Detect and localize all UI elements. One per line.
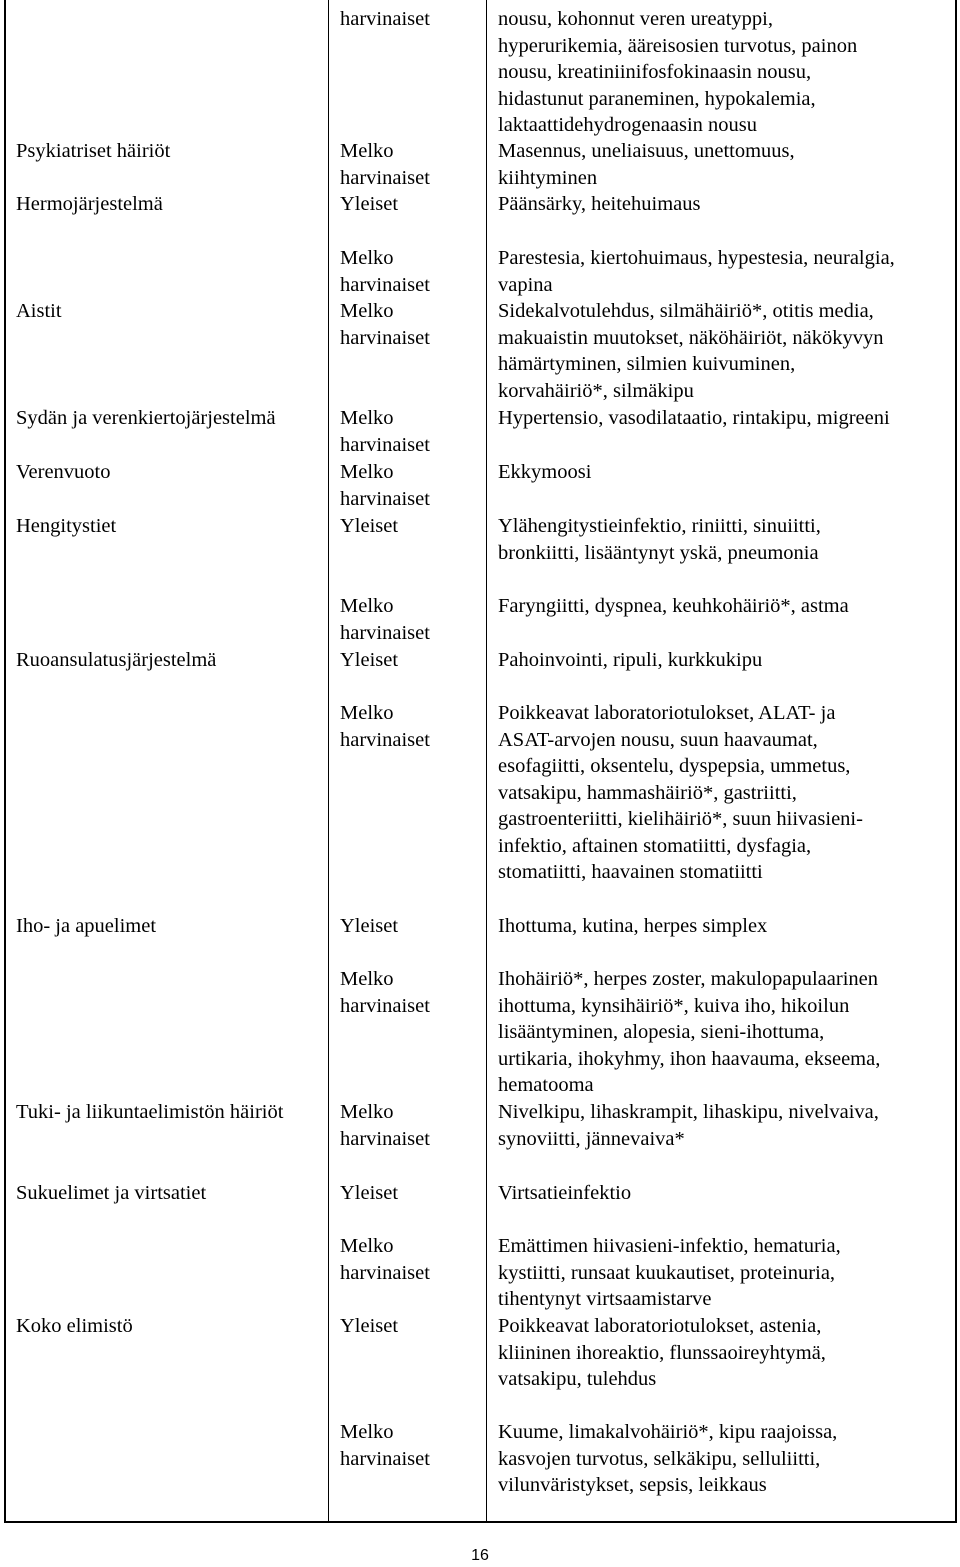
effects-cell: Parestesia, kiertohuimaus, hypestesia, neuralgia, vapina [498,247,895,296]
frequency-cell: Melko harvinaiset [340,968,430,1017]
frequency-cell: Melko harvinaiset [340,702,430,751]
effects-cell: Päänsärky, heitehuimaus [498,193,701,215]
effects-cell: Poikkeavat laboratoriotulokset, ALAT- ja ASAT-arvojen nousu, suun haavaumat, esofagiitti, oksentelu, dyspepsia, ummetus, vatsakipu, hammashäiriö*, gastriitti, gastroenteriitti, kielihäiriö*, suun hiivasieni- infektio, aftainen stomatiitti, dysfagia, stomatiitti, haavainen stomatiitti [498,702,863,883]
effects-cell: Ekkymoosi [498,461,592,483]
frequency-cell: Melko harvinaiset [340,247,430,296]
effects-cell: nousu, kohonnut veren ureatyppi, hyperurikemia, ääreisosien turvotus, painon nousu, kreatiniinifosfokinaasin nousu, hidastunut paraneminen, hypokalemia, laktaattidehydrogenaasin nousu [498,8,858,136]
effects-cell: Masennus, uneliaisuus, unettomuus, kiihtyminen [498,140,795,189]
organ-cell: Hengitystiet [16,515,117,537]
page-number: 16 [471,1547,489,1564]
effects-cell: Nivelkipu, lihaskrampit, lihaskipu, nivelvaiva, synoviitti, jännevaiva* [498,1101,879,1150]
frequency-cell: Melko harvinaiset [340,461,430,510]
column-divider [328,0,329,1523]
organ-cell: Koko elimistö [16,1315,133,1337]
frequency-cell: harvinaiset [340,8,430,30]
effects-cell: Ihohäiriö*, herpes zoster, makulopapulaarinen ihottuma, kynsihäiriö*, kuiva iho, hikoilun lisääntyminen, alopesia, sieni-ihottuma, urtikaria, ihokyhmy, ihon haavauma, ekseema, hematooma [498,968,881,1096]
frequency-cell: Melko harvinaiset [340,300,430,349]
effects-cell: Emättimen hiivasieni-infektio, hematuria, kystiitti, runsaat kuukautiset, proteinuria, tihentynyt virtsaamistarve [498,1235,841,1310]
effects-cell: Sidekalvotulehdus, silmähäiriö*, otitis media, makuaistin muutokset, näköhäiriöt, näkökyvyn hämärtyminen, silmien kuivuminen, korvahäiriö*, silmäkipu [498,300,884,402]
effects-cell: Faryngiitti, dyspnea, keuhkohäiriö*, astma [498,595,849,617]
frequency-cell: Yleiset [340,1315,399,1337]
frequency-cell: Yleiset [340,515,399,537]
frequency-cell: Melko harvinaiset [340,1101,430,1150]
frequency-cell: Melko harvinaiset [340,1235,430,1284]
frequency-cell: Melko harvinaiset [340,140,430,189]
effects-cell: Virtsatieinfektio [498,1182,632,1204]
frequency-cell: Melko harvinaiset [340,1421,430,1470]
column-divider [486,0,487,1523]
organ-cell: Psykiatriset häiriöt [16,140,171,162]
organ-cell: Aistit [16,300,62,322]
effects-cell: Kuume, limakalvohäiriö*, kipu raajoissa, kasvojen turvotus, selkäkipu, selluliitti, vilunväristykset, sepsis, leikkaus [498,1421,838,1496]
effects-cell: Poikkeavat laboratoriotulokset, astenia, kliininen ihoreaktio, flunssaoireyhtymä, vatsakipu, tulehdus [498,1315,826,1390]
frequency-cell: Yleiset [340,193,399,215]
frequency-cell: Yleiset [340,1182,399,1204]
effects-cell: Ylähengitystieinfektio, riniitti, sinuiitti, bronkiitti, lisääntynyt yskä, pneumonia [498,515,821,564]
effects-cell: Hypertensio, vasodilataatio, rintakipu, migreeni [498,407,890,429]
organ-cell: Tuki- ja liikuntaelimistön häiriöt [16,1101,284,1123]
effects-cell: Ihottuma, kutina, herpes simplex [498,915,768,937]
organ-cell: Sukuelimet ja virtsatiet [16,1182,207,1204]
organ-cell: Iho- ja apuelimet [16,915,157,937]
frequency-cell: Melko harvinaiset [340,407,430,456]
effects-cell: Pahoinvointi, ripuli, kurkkukipu [498,649,763,671]
organ-cell: Ruoansulatusjärjestelmä [16,649,217,671]
organ-cell: Sydän ja verenkiertojärjestelmä [16,407,276,429]
organ-cell: Verenvuoto [16,461,111,483]
organ-cell: Hermojärjestelmä [16,193,163,215]
frequency-cell: Yleiset [340,649,399,671]
frequency-cell: Yleiset [340,915,399,937]
frequency-cell: Melko harvinaiset [340,595,430,644]
